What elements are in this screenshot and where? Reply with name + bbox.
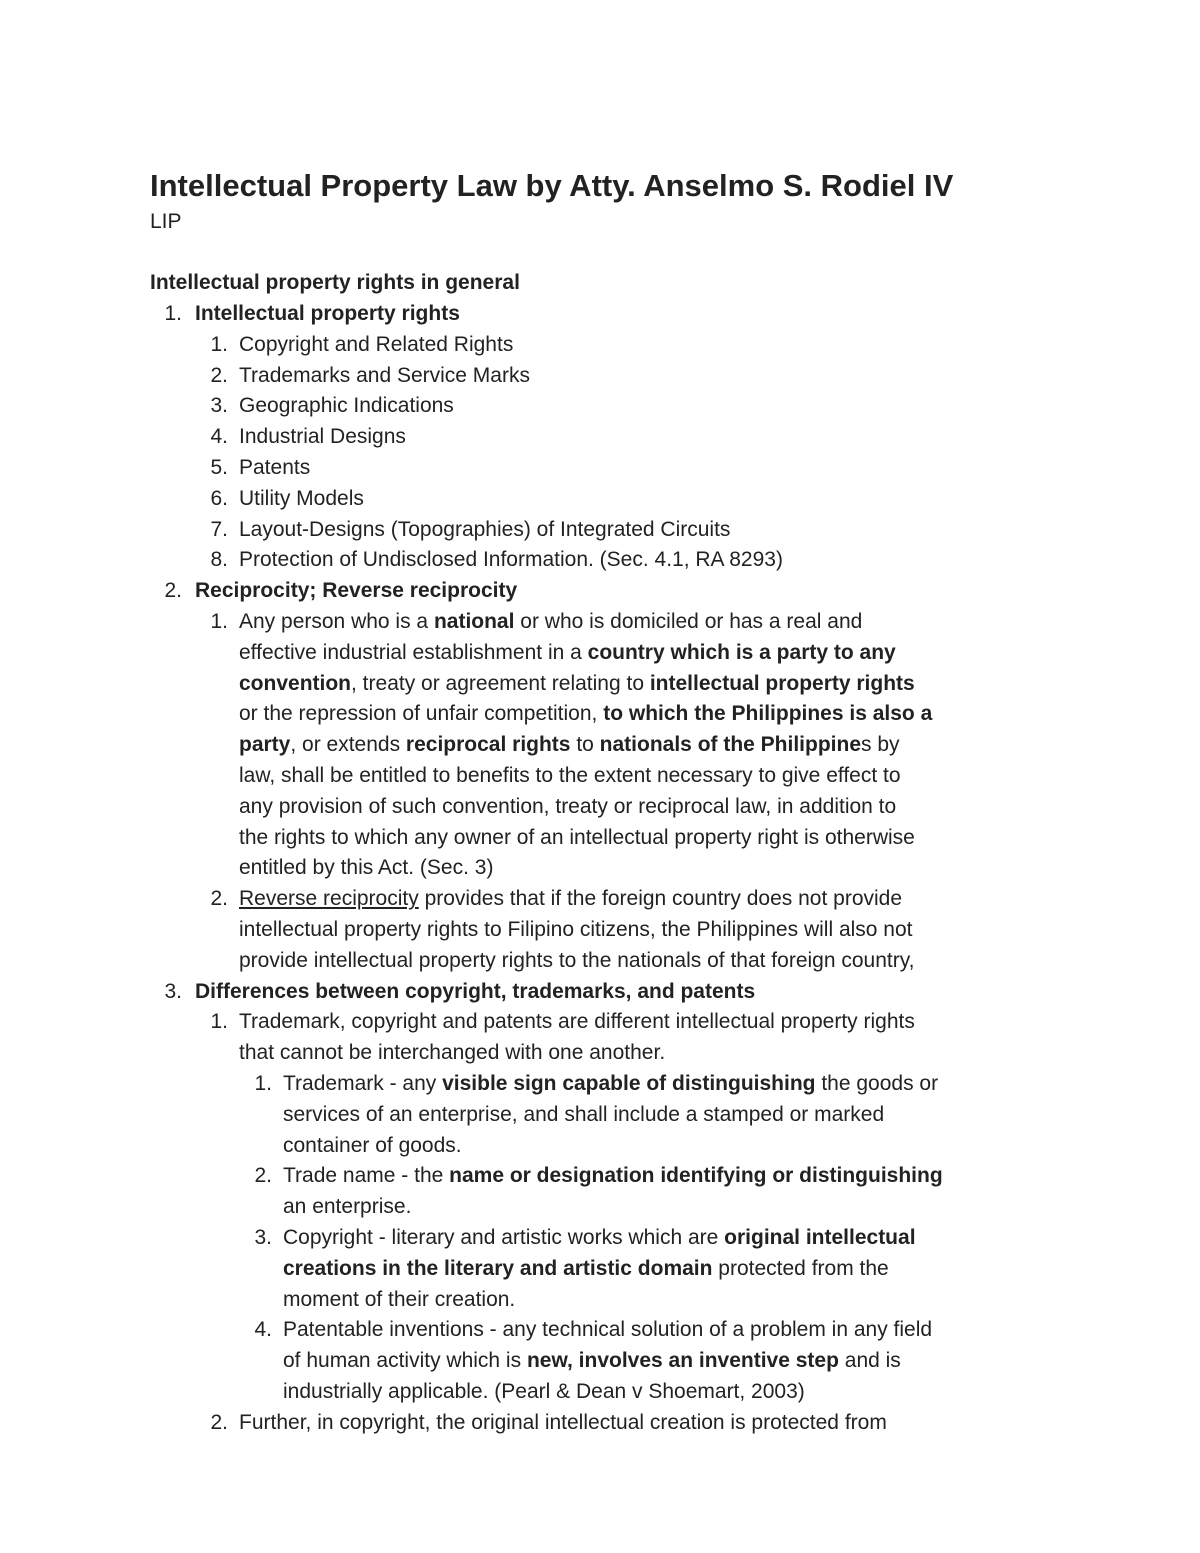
list-item (150, 299, 1060, 330)
paragraph-line: 4. Patentable inventions - any technical solution of a problem in any field (150, 1315, 1060, 1346)
paragraph-line: an enterprise. (283, 1195, 412, 1219)
list-number: 2. (210, 363, 228, 387)
paragraph-line: 2. Reverse reciprocity provides that if the foreign country does not provide (150, 884, 1060, 915)
list-number: 4. (254, 1318, 272, 1342)
list-item-text: Copyright and Related Rights (239, 332, 514, 356)
list-number: 1. (164, 302, 182, 325)
paragraph-line: or the repression of unfair competition, to which the Philippines is also a (239, 702, 933, 726)
list-item (150, 391, 1060, 422)
list-item (150, 361, 1060, 392)
paragraph-line: 1. Any person who is a national or who is domiciled or has a real and (150, 607, 1060, 638)
paragraph-line: any provision of such convention, treaty or reciprocal law, in addition to (239, 794, 897, 818)
paragraph-line: container of goods. (283, 1133, 462, 1157)
list-number: 2. (210, 1410, 228, 1434)
paragraph-line: provide intellectual property rights to the nationals of that foreign country, (239, 948, 915, 972)
list-item-label: Differences between copyright, trademarks, and patents (195, 979, 756, 1003)
underlined-term: Reverse reciprocity (239, 887, 419, 911)
paragraph-line: party, or extends reciprocal rights to nationals of the Philippines by (239, 733, 900, 757)
paragraph-line: of human activity which is new, involves an inventive step and is (283, 1349, 901, 1373)
list-number: 2. (254, 1164, 272, 1188)
list-item (150, 515, 1060, 546)
list-number: 1. (254, 1071, 272, 1095)
list-number: 3. (254, 1225, 272, 1249)
list-number: 2. (164, 579, 182, 603)
list-number: 6. (210, 486, 228, 510)
list-item-text: Protection of Undisclosed Information. (Sec. 4.1, RA 8293) (239, 548, 783, 572)
list-item (150, 484, 1060, 515)
paragraph-line: intellectual property rights to Filipino citizens, the Philippines will also not (239, 917, 913, 941)
list-number: 4. (210, 425, 228, 449)
list-item (150, 545, 1060, 576)
list-item-text: Utility Models (239, 486, 364, 510)
document-title: Intellectual Property Law by Atty. Anselmo S. Rodiel IV (150, 168, 954, 203)
paragraph-line: 2. Further, in copyright, the original intellectual creation is protected from (150, 1408, 1060, 1439)
list-number: 8. (210, 548, 228, 572)
list-item-text: Layout-Designs (Topographies) of Integrated Circuits (239, 517, 731, 541)
list-number: 1. (210, 1010, 228, 1034)
list-number: 7. (210, 517, 228, 541)
list-item-label: Reciprocity; Reverse reciprocity (195, 579, 518, 603)
outline-list (150, 299, 1060, 1438)
list-item (150, 453, 1060, 484)
list-number: 3. (164, 979, 182, 1003)
list-item (150, 330, 1060, 361)
list-number: 2. (210, 887, 228, 911)
paragraph-line: creations in the literary and artistic domain protected from the (283, 1256, 889, 1280)
list-number: 1. (210, 332, 228, 356)
paragraph-line: moment of their creation. (283, 1287, 516, 1311)
list-number: 3. (210, 394, 228, 418)
paragraph-line: that cannot be interchanged with one another. (239, 1041, 666, 1065)
paragraph-line: effective industrial establishment in a country which is a party to any (239, 640, 896, 664)
list-item-text: Trademarks and Service Marks (239, 363, 530, 387)
paragraph-line: 2. Trade name - the name or designation identifying or distinguishing (150, 1161, 1060, 1192)
paragraph-line: 3. Copyright - literary and artistic works which are original intellectual (150, 1223, 1060, 1254)
paragraph-line: 1. Trademark - any visible sign capable of distinguishing the goods or (150, 1069, 1060, 1100)
list-item-text: Geographic Indications (239, 394, 454, 418)
list-item-text: Industrial Designs (239, 425, 406, 449)
document-subtitle: LIP (150, 210, 182, 233)
paragraph-line: the rights to which any owner of an intellectual property right is otherwise (239, 825, 915, 849)
list-item-label: Intellectual property rights (195, 302, 460, 325)
paragraph-line: services of an enterprise, and shall include a stamped or marked (283, 1102, 885, 1126)
section-heading: Intellectual property rights in general (150, 271, 520, 294)
paragraph-line: convention, treaty or agreement relating to intellectual property rights (239, 671, 915, 695)
paragraph-line: 1. Trademark, copyright and patents are different intellectual property rights (150, 1007, 1060, 1038)
list-item (150, 977, 1060, 1008)
list-item-text: Patents (239, 455, 311, 479)
paragraph-line: law, shall be entitled to benefits to the extent necessary to give effect to (239, 763, 901, 787)
paragraph-line: industrially applicable. (Pearl & Dean v Shoemart, 2003) (283, 1379, 805, 1403)
paragraph-line: entitled by this Act. (Sec. 3) (239, 856, 494, 880)
list-number: 1. (210, 609, 228, 633)
list-item (150, 422, 1060, 453)
list-item (150, 576, 1060, 607)
list-number: 5. (210, 455, 228, 479)
